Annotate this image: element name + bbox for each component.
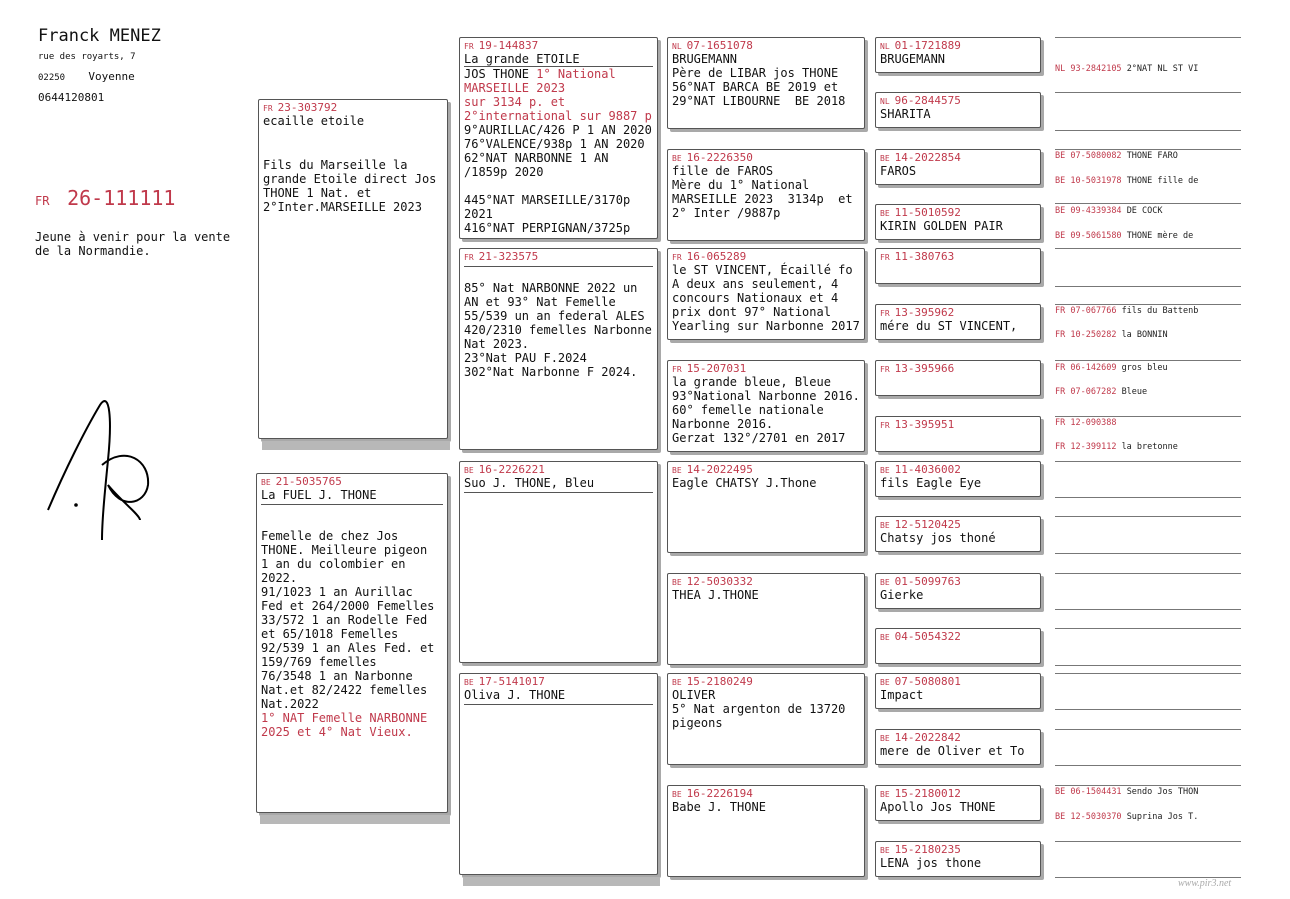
gen2-box-3 bbox=[459, 461, 658, 663]
subject-description: Jeune à venir pour la vente de la Normandie. bbox=[35, 230, 231, 258]
gen5-country-13: BE bbox=[1055, 812, 1066, 822]
gen5-name-1: 2°NAT NL ST VI bbox=[1126, 64, 1199, 74]
gen5-country-12: BE bbox=[1055, 787, 1066, 797]
gen5-ring-7: 10-250282 bbox=[1070, 330, 1117, 340]
owner-street: rue des royarts, 7 bbox=[38, 52, 136, 62]
gen3-ring-2: 16-2226350 bbox=[686, 151, 753, 164]
gen4-box-7 bbox=[875, 360, 1041, 396]
gen3-box-2 bbox=[667, 149, 865, 241]
gen3-box-5 bbox=[667, 461, 865, 553]
gen4-country-3: BE bbox=[880, 154, 890, 163]
gen3-ring-4: 15-207031 bbox=[686, 362, 747, 375]
gen3-country-2: BE bbox=[672, 154, 682, 163]
gen4-box-10 bbox=[875, 516, 1041, 552]
gen2-ring-4 bbox=[464, 675, 657, 689]
gen4-name-4: KIRIN GOLDEN PAIR bbox=[880, 219, 1003, 233]
dam-ring-number: 21-5035765 bbox=[275, 475, 342, 488]
gen3-text-2: Mère du 1° National MARSEILLE 2023 3134p et 2° Inter /9887p bbox=[672, 178, 853, 220]
gen5-country-1: NL bbox=[1055, 64, 1066, 74]
owner-name: Franck MENEZ bbox=[38, 26, 161, 46]
sire-box bbox=[258, 99, 448, 439]
owner-block bbox=[38, 26, 161, 104]
gen2-box-1 bbox=[459, 37, 658, 239]
gen3-box-1 bbox=[667, 37, 865, 129]
gen2-name-3: Suo J. THONE, Bleu bbox=[464, 476, 595, 490]
gen2-box-2 bbox=[459, 248, 658, 450]
gen3-ring-3: 16-065289 bbox=[686, 250, 747, 263]
gen3-country-1: NL bbox=[672, 42, 682, 51]
gen3-name-1: BRUGEMANN bbox=[672, 52, 738, 66]
gen4-box-6 bbox=[875, 304, 1041, 340]
gen2-owner-1: JOS THONE bbox=[464, 67, 537, 81]
gen5-country-9: FR bbox=[1055, 387, 1066, 397]
gen2-country-1: FR bbox=[464, 42, 474, 51]
dam-ring bbox=[261, 475, 447, 489]
gen4-box-11 bbox=[875, 573, 1041, 609]
gen2-shadow bbox=[463, 877, 660, 886]
gen4-country-7: FR bbox=[880, 365, 890, 374]
gen4-box-12 bbox=[875, 628, 1041, 664]
gen2-country-4: BE bbox=[464, 678, 474, 687]
gen4-ring-5: 11-380763 bbox=[894, 250, 955, 263]
gen4-ring-4: 11-5010592 bbox=[894, 206, 961, 219]
gen4-box-9 bbox=[875, 461, 1041, 497]
dam-country: BE bbox=[261, 478, 271, 487]
dam-name: La FUEL J. THONE bbox=[261, 488, 377, 502]
gen3-box-6 bbox=[667, 573, 865, 665]
gen4-ring-13: 07-5080801 bbox=[894, 675, 961, 688]
gen4-ring-9: 11-4036002 bbox=[894, 463, 961, 476]
gen4-country-2: NL bbox=[880, 97, 890, 106]
gen5-entry-6 bbox=[1055, 306, 1198, 317]
gen5-country-7: FR bbox=[1055, 330, 1066, 340]
gen4-name-2: SHARITA bbox=[880, 107, 931, 121]
gen4-country-4: BE bbox=[880, 209, 890, 218]
gen5-country-10: FR bbox=[1055, 418, 1066, 428]
gen5-country-11: FR bbox=[1055, 442, 1066, 452]
gen4-ring-7: 13-395966 bbox=[894, 362, 955, 375]
gen4-country-15: BE bbox=[880, 790, 890, 799]
gen4-ring-3: 14-2022854 bbox=[894, 151, 961, 164]
gen4-box-5 bbox=[875, 248, 1041, 284]
gen5-name-7: la BONNIN bbox=[1121, 330, 1168, 340]
gen3-country-4: FR bbox=[672, 365, 682, 374]
gen3-name-2: fille de FAROS bbox=[672, 164, 774, 178]
gen4-country-9: BE bbox=[880, 466, 890, 475]
gen5-name-4: DE COCK bbox=[1126, 206, 1163, 216]
footer-watermark: www.pir3.net bbox=[1178, 878, 1232, 889]
gen5-entry-1 bbox=[1055, 64, 1198, 75]
gen2-ring-number-2: 21-323575 bbox=[478, 250, 539, 263]
subject-ring bbox=[35, 186, 175, 210]
gen2-ring-number-4: 17-5141017 bbox=[478, 675, 545, 688]
gen3-country-5: BE bbox=[672, 466, 682, 475]
gen3-name-5: Eagle CHATSY J.Thone bbox=[672, 476, 817, 490]
gen2-owner-line-1 bbox=[464, 67, 653, 81]
gen2-ring-3 bbox=[464, 463, 657, 477]
gen5-entry-4 bbox=[1055, 206, 1163, 217]
gen2-text-red-1: MARSEILLE 2023 sur 3134 p. et 2°international sur 9887 p bbox=[464, 81, 652, 123]
gen3-country-3: FR bbox=[672, 253, 682, 262]
gen2-ring-number-3: 16-2226221 bbox=[478, 463, 545, 476]
gen3-name-3: le ST VINCENT, Écaillé fo bbox=[672, 263, 853, 277]
gen5-entry-3 bbox=[1055, 176, 1198, 187]
gen5-name-12: Sendo Jos THON bbox=[1126, 787, 1199, 797]
gen3-country-8: BE bbox=[672, 790, 682, 799]
gen5-ring-9: 07-067282 bbox=[1070, 387, 1117, 397]
gen3-name-7: OLIVER bbox=[672, 688, 716, 702]
gen4-box-1 bbox=[875, 37, 1041, 73]
gen4-ring-10: 12-5120425 bbox=[894, 518, 961, 531]
gen3-name-8: Babe J. THONE bbox=[672, 800, 766, 814]
gen3-ring-6: 12-5030332 bbox=[686, 575, 753, 588]
gen3-box-7 bbox=[667, 673, 865, 765]
gen5-name-3: THONE fille de bbox=[1126, 176, 1199, 186]
gen4-box-16 bbox=[875, 841, 1041, 877]
gen2-name-1: La grande ETOILE bbox=[464, 52, 580, 66]
gen4-ring-6: 13-395962 bbox=[894, 306, 955, 319]
subject-ring-number: 26-111111 bbox=[67, 186, 176, 210]
sire-ring-number: 23-303792 bbox=[277, 101, 338, 114]
gen4-name-1: BRUGEMANN bbox=[880, 52, 946, 66]
gen4-name-10: Chatsy jos thoné bbox=[880, 531, 996, 545]
gen4-ring-11: 01-5099763 bbox=[894, 575, 961, 588]
dam-box bbox=[256, 473, 448, 813]
gen4-ring-14: 14-2022842 bbox=[894, 731, 961, 744]
gen5-name-5: THONE mère de bbox=[1126, 231, 1194, 241]
gen5-country-8: FR bbox=[1055, 363, 1066, 373]
owner-postcode: 02250 bbox=[38, 73, 66, 83]
gen2-country-3: BE bbox=[464, 466, 474, 475]
gen5-entry-11 bbox=[1055, 442, 1178, 453]
owner-address-line bbox=[38, 70, 161, 83]
gen5-name-9: Bleue bbox=[1121, 387, 1148, 397]
dam-text-red: 1° NAT Femelle NARBONNE 2025 et 4° Nat Vieux. bbox=[261, 711, 428, 739]
gen2-text-2: 85° Nat NARBONNE 2022 un AN et 93° Nat Femelle 55/539 un an federal ALES 420/2310 femelles Narbonne Nat 2023. 23°Nat PAU F.2024 302°Nat Narbonne F 2024. bbox=[464, 281, 652, 379]
gen5-ring-10: 12-090388 bbox=[1070, 418, 1117, 428]
gen4-name-14: mere de Oliver et To bbox=[880, 744, 1025, 758]
gen5-ring-12: 06-1504431 bbox=[1070, 787, 1122, 797]
gen4-country-14: BE bbox=[880, 734, 890, 743]
gen3-name-6: THEA J.THONE bbox=[672, 588, 759, 602]
gen4-ring-16: 15-2180235 bbox=[894, 843, 961, 856]
gen5-entry-2 bbox=[1055, 151, 1178, 162]
gen4-country-1: NL bbox=[880, 42, 890, 51]
gen5-name-11: la bretonne bbox=[1121, 442, 1178, 452]
gen5-entry-13 bbox=[1055, 812, 1198, 823]
gen4-country-12: BE bbox=[880, 633, 890, 642]
gen3-text-7: 5° Nat argenton de 13720 pigeons bbox=[672, 702, 846, 730]
gen4-box-14 bbox=[875, 729, 1041, 765]
gen4-country-11: BE bbox=[880, 578, 890, 587]
gen4-box-8 bbox=[875, 416, 1041, 452]
gen5-name-13: Suprina Jos T. bbox=[1126, 812, 1199, 822]
gen5-ring-1: 93-2842105 bbox=[1070, 64, 1122, 74]
gen5-entry-9 bbox=[1055, 387, 1147, 398]
gen5-entry-5 bbox=[1055, 231, 1193, 242]
gen4-name-16: LENA jos thone bbox=[880, 856, 982, 870]
gen3-box-8 bbox=[667, 785, 865, 877]
subject-country: FR bbox=[35, 194, 50, 208]
dam-text: Femelle de chez Jos THONE. Meilleure pigeon 1 an du colombier en 2022. 91/1023 1 an Aurillac Fed et 264/2000 Femelles 33/572 1 an Rodelle Fed et 65/1018 Femelles 92/539 1 an Ales Fed. et 159/769 femelles 76/3548 1 an Narbonne Nat.et 82/2422 femelles Nat.2022 bbox=[261, 529, 435, 711]
gen3-ring-7: 15-2180249 bbox=[686, 675, 753, 688]
gen5-ring-4: 09-4339384 bbox=[1070, 206, 1122, 216]
owner-city: Voyenne bbox=[88, 70, 135, 83]
gen5-entry-8 bbox=[1055, 363, 1168, 374]
sire-country: FR bbox=[263, 104, 273, 113]
gen5-country-2: BE bbox=[1055, 151, 1066, 161]
gen4-ring-15: 15-2180012 bbox=[894, 787, 961, 800]
gen5-name-8: gros bleu bbox=[1121, 363, 1168, 373]
gen4-ring-8: 13-395951 bbox=[894, 418, 955, 431]
gen3-box-4 bbox=[667, 360, 865, 452]
gen3-text-4: 93°National Narbonne 2016. 60° femelle nationale Narbonne 2016. Gerzat 132°/2701 en 2017 bbox=[672, 389, 860, 445]
dam-box-shadow bbox=[260, 815, 450, 824]
gen2-ring-2 bbox=[464, 250, 657, 264]
gen4-country-10: BE bbox=[880, 521, 890, 530]
signature-image bbox=[40, 390, 160, 550]
gen5-ring-2: 07-5080082 bbox=[1070, 151, 1122, 161]
gen4-box-3 bbox=[875, 149, 1041, 185]
gen5-ring-6: 07-067766 bbox=[1070, 306, 1117, 316]
gen5-name-6: fils du Battenb bbox=[1121, 306, 1199, 316]
gen3-box-3 bbox=[667, 248, 865, 340]
gen2-ring-1 bbox=[464, 39, 657, 53]
gen4-box-15 bbox=[875, 785, 1041, 821]
gen4-country-16: BE bbox=[880, 846, 890, 855]
gen4-ring-2: 96-2844575 bbox=[894, 94, 961, 107]
gen4-name-9: fils Eagle Eye bbox=[880, 476, 982, 490]
gen2-country-2: FR bbox=[464, 253, 474, 262]
gen4-country-13: BE bbox=[880, 678, 890, 687]
gen3-ring-1: 07-1651078 bbox=[686, 39, 753, 52]
gen4-box-4 bbox=[875, 204, 1041, 240]
gen3-ring-8: 16-2226194 bbox=[686, 787, 753, 800]
gen5-ring-5: 09-5061580 bbox=[1070, 231, 1122, 241]
gen5-entry-7 bbox=[1055, 330, 1168, 341]
gen5-entry-10 bbox=[1055, 418, 1116, 429]
sire-text: Fils du Marseille la grande Etoile direct Jos THONE 1 Nat. et 2°Inter.MARSEILLE 2023 bbox=[263, 158, 437, 214]
gen4-name-11: Gierke bbox=[880, 588, 924, 602]
gen4-country-6: FR bbox=[880, 309, 890, 318]
gen2-ring-number-1: 19-144837 bbox=[478, 39, 539, 52]
gen5-country-5: BE bbox=[1055, 231, 1066, 241]
gen4-box-2 bbox=[875, 92, 1041, 128]
gen5-ring-13: 12-5030370 bbox=[1070, 812, 1122, 822]
gen4-name-3: FAROS bbox=[880, 164, 917, 178]
gen5-country-3: BE bbox=[1055, 176, 1066, 186]
gen3-text-1: Père de LIBAR jos THONE 56°NAT BARCA BE 2019 et 29°NAT LIBOURNE BE 2018 bbox=[672, 66, 846, 108]
sire-ring bbox=[263, 101, 447, 115]
gen3-name-4: la grande bleue, Bleue bbox=[672, 375, 831, 389]
gen5-ring-3: 10-5031978 bbox=[1070, 176, 1122, 186]
gen4-ring-1: 01-1721889 bbox=[894, 39, 961, 52]
gen4-ring-12: 04-5054322 bbox=[894, 630, 961, 643]
gen3-country-7: BE bbox=[672, 678, 682, 687]
gen3-text-3: A deux ans seulement, 4 concours Nationaux et 4 prix dont 97° National Yearling sur Narbonne 2017 bbox=[672, 277, 860, 333]
sire-box-shadow bbox=[262, 441, 450, 450]
sire-name: ecaille etoile bbox=[263, 114, 365, 128]
gen4-box-13 bbox=[875, 673, 1041, 709]
gen4-country-8: FR bbox=[880, 421, 890, 430]
gen2-box-4 bbox=[459, 673, 658, 875]
gen5-country-4: BE bbox=[1055, 206, 1066, 216]
gen5-ring-11: 12-399112 bbox=[1070, 442, 1117, 452]
gen2-owner-red-1: 1° National bbox=[536, 67, 616, 81]
gen4-name-15: Apollo Jos THONE bbox=[880, 800, 996, 814]
gen4-country-5: FR bbox=[880, 253, 890, 262]
gen5-country-6: FR bbox=[1055, 306, 1066, 316]
gen5-ring-8: 06-142609 bbox=[1070, 363, 1117, 373]
owner-phone: 0644120801 bbox=[38, 91, 105, 104]
gen5-entry-12 bbox=[1055, 787, 1198, 798]
gen2-name-4: Oliva J. THONE bbox=[464, 688, 566, 702]
gen4-name-6: mére du ST VINCENT, bbox=[880, 319, 1018, 333]
gen3-ring-5: 14-2022495 bbox=[686, 463, 753, 476]
gen3-country-6: BE bbox=[672, 578, 682, 587]
gen2-text-1: 9°AURILLAC/426 P 1 AN 2020 76°VALENCE/938p 1 AN 2020 62°NAT NARBONNE 1 AN /1859p 2020 445°NAT MARSEILLE/3170p 2021 416°NAT PERPIGNAN/3725p bbox=[464, 123, 652, 235]
gen4-name-13: Impact bbox=[880, 688, 924, 702]
gen5-name-2: THONE FARO bbox=[1126, 151, 1178, 161]
